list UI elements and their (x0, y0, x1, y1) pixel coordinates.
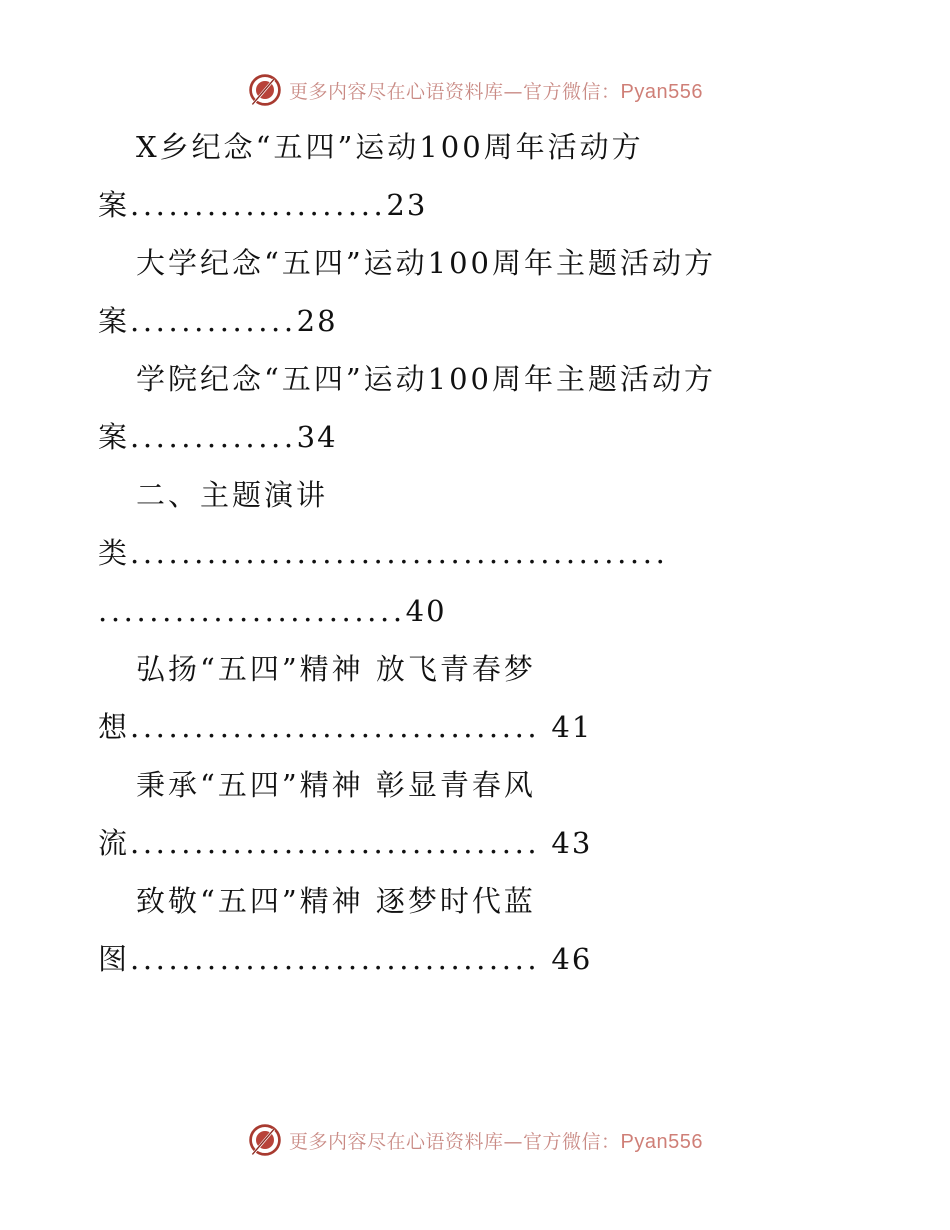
toc-page-number: 23 (386, 188, 428, 222)
toc-entry (98, 234, 858, 350)
toc-entry (98, 350, 858, 466)
toc-entry-leader: 想................................ 41 (98, 710, 593, 744)
watermark-text: 更多内容尽在心语资料库—官方微信：Pyan556 (289, 80, 703, 103)
toc-entry-leader: 流................................ 43 (98, 826, 593, 860)
toc-entry (98, 118, 858, 234)
table-of-contents (98, 118, 858, 988)
toc-section-title: 二、主题演讲 (136, 478, 329, 512)
toc-entry-title: X乡纪念“五四”运动100周年活动方 (136, 130, 644, 164)
toc-entry-title: 秉承“五四”精神 彰显青春风 (136, 768, 536, 802)
toc-page-number: 40 (405, 594, 447, 628)
quill-seal-icon (247, 1122, 283, 1158)
toc-entry (98, 872, 858, 988)
toc-page-number: 28 (296, 304, 338, 338)
toc-section (98, 466, 858, 640)
toc-entry-leader: 图................................ 46 (98, 942, 593, 976)
footer-watermark (0, 1118, 950, 1162)
toc-entry-title: 弘扬“五四”精神 放飞青春梦 (136, 652, 536, 686)
toc-page-number: 34 (296, 420, 338, 454)
watermark-text: 更多内容尽在心语资料库—官方微信：Pyan556 (289, 1130, 703, 1153)
toc-entry-title: 致敬“五四”精神 逐梦时代蓝 (136, 884, 536, 918)
toc-entry (98, 756, 858, 872)
toc-entry-title: 学院纪念“五四”运动100周年主题活动方 (136, 362, 717, 396)
toc-entry-leader: 类.......................................... (98, 536, 669, 570)
toc-page-number: 46 (540, 942, 593, 976)
toc-entry-leader-continued: ........................40 (98, 594, 447, 628)
toc-page-number: 43 (540, 826, 593, 860)
toc-entry-leader: 案....................23 (98, 188, 428, 222)
header-watermark (0, 68, 950, 112)
toc-entry-leader: 案.............34 (98, 420, 338, 454)
toc-entry (98, 640, 858, 756)
toc-entry-leader: 案.............28 (98, 304, 338, 338)
toc-entry-title: 大学纪念“五四”运动100周年主题活动方 (136, 246, 717, 280)
toc-page-number: 41 (540, 710, 593, 744)
quill-seal-icon (247, 72, 283, 108)
